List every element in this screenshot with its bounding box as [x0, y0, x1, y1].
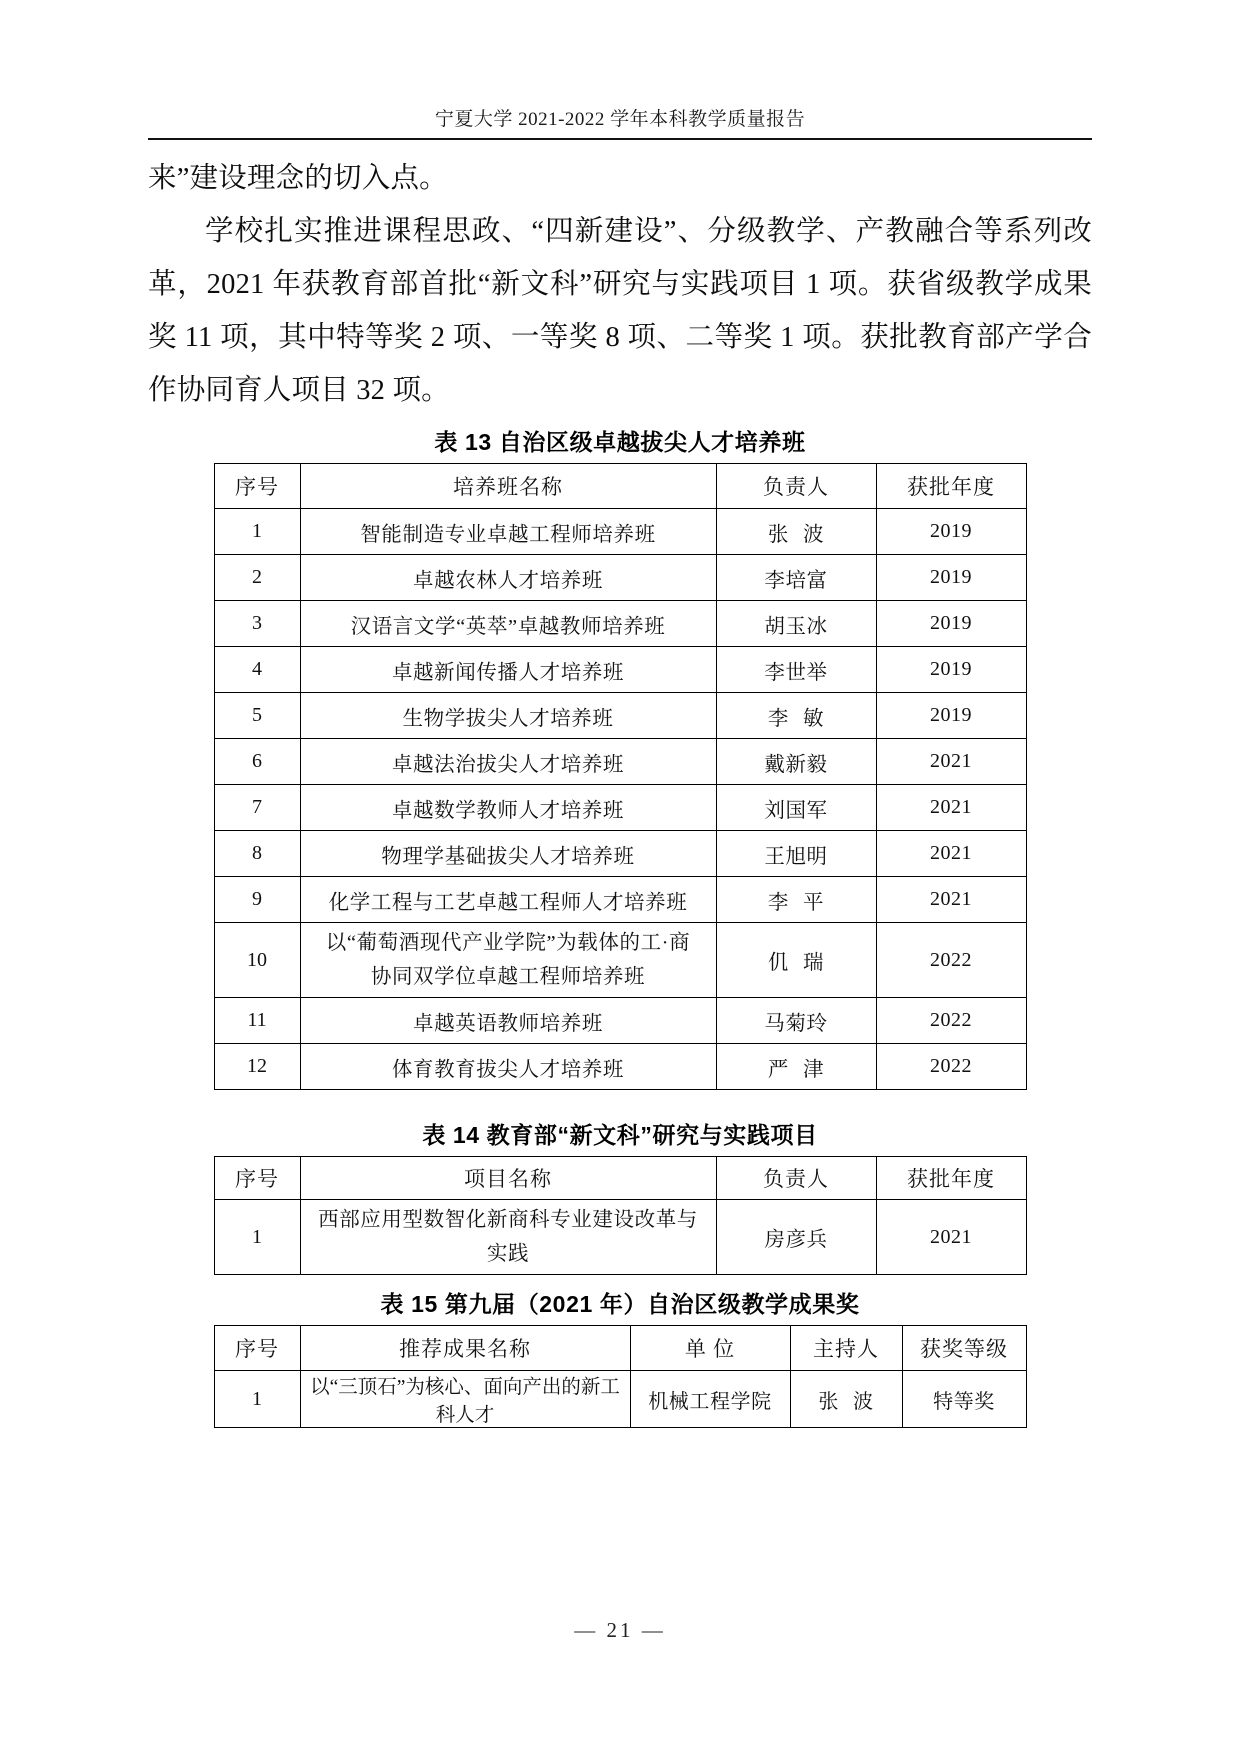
table-row: [214, 998, 1026, 1044]
table-15-col-unit: 单 位: [630, 1326, 790, 1371]
page-number: — 21 —: [574, 1618, 666, 1642]
table-13-cell-no: 4: [214, 647, 300, 693]
table-13-cell-name: 汉语言文学“英萃”卓越教师培养班: [300, 601, 716, 647]
table-13-cell-year: 2019: [876, 555, 1026, 601]
table-row: [214, 785, 1026, 831]
table-row: [214, 1200, 1026, 1275]
table-13-cell-name: 体育教育拔尖人才培养班: [300, 1044, 716, 1090]
table-13-cell-leader: 李世举: [716, 647, 876, 693]
table-13-cell-no: 11: [214, 998, 300, 1044]
table-15-cell-name: 以“三顶石”为核心、面向产出的新工科人才: [300, 1371, 630, 1428]
table-14-body: [214, 1200, 1026, 1275]
table-15-caption: 表 15 第九届（2021 年）自治区级教学成果奖: [380, 1291, 860, 1317]
running-header-title: 宁夏大学 2021-2022 学年本科教学质量报告: [434, 109, 806, 130]
table-13-cell-leader: 戴新毅: [716, 739, 876, 785]
table-13-cell-leader: 严 津: [716, 1044, 876, 1090]
table-14-col-name: 项目名称: [300, 1157, 716, 1200]
table-row: [214, 831, 1026, 877]
table-14-cell-leader: 房彦兵: [716, 1200, 876, 1275]
table-15-col-name: 推荐成果名称: [300, 1326, 630, 1371]
table-13-cell-year: 2019: [876, 647, 1026, 693]
table-row: [214, 647, 1026, 693]
table-14-header-row: [214, 1157, 1026, 1200]
paragraph-reform-summary: 学校扎实推进课程思政、“四新建设”、分级教学、产教融合等系列改革，2021 年获教育部首批“新文科”研究与实践项目 1 项。获省级教学成果奖 11 项，其中特等奖 2 项、一等奖 8 项、二等奖 1 项。获批教育部产学合作协同育人项目 32 项。: [148, 216, 1092, 406]
table-15-header-row: [214, 1326, 1026, 1371]
table-13-cell-name: 卓越数学教师人才培养班: [300, 785, 716, 831]
running-header: [148, 104, 1092, 140]
table-15-col-level: 获奖等级: [902, 1326, 1026, 1371]
table-13-cell-year: 2021: [876, 785, 1026, 831]
table-13-cell-no: 1: [214, 509, 300, 555]
table-13-cell-name: 生物学拔尖人才培养班: [300, 693, 716, 739]
table-row: [214, 555, 1026, 601]
table-13: [214, 463, 1027, 1090]
table-14-caption: 表 14 教育部“新文科”研究与实践项目: [422, 1122, 818, 1148]
table-13-header-row: [214, 464, 1026, 509]
table-13-cell-no: 10: [214, 923, 300, 998]
table-13-cell-year: 2021: [876, 831, 1026, 877]
table-13-cell-name: 卓越农林人才培养班: [300, 555, 716, 601]
table-13-cell-no: 7: [214, 785, 300, 831]
table-row: [214, 1044, 1026, 1090]
table-13-cell-year: 2019: [876, 693, 1026, 739]
table-15-section: [148, 1286, 1092, 1428]
table-row: [214, 1371, 1026, 1428]
table-13-cell-name: 卓越英语教师培养班: [300, 998, 716, 1044]
table-13-col-name: 培养班名称: [300, 464, 716, 509]
table-13-col-year: 获批年度: [876, 464, 1026, 509]
table-13-cell-name: 智能制造专业卓越工程师培养班: [300, 509, 716, 555]
table-row: [214, 739, 1026, 785]
table-13-cell-name: 以“葡萄酒现代产业学院”为载体的工·商 协同双学位卓越工程师培养班: [300, 923, 716, 998]
table-13-cell-no: 2: [214, 555, 300, 601]
table-row: [214, 923, 1026, 998]
table-13-cell-no: 12: [214, 1044, 300, 1090]
table-13-cell-no: 6: [214, 739, 300, 785]
table-row: [214, 877, 1026, 923]
table-13-cell-name: 卓越新闻传播人才培养班: [300, 647, 716, 693]
table-13-cell-leader: 张 波: [716, 509, 876, 555]
table-14-section: [148, 1117, 1092, 1275]
table-15-cell-level: 特等奖: [902, 1371, 1026, 1428]
table-13-cell-year: 2022: [876, 998, 1026, 1044]
table-15-cell-unit: 机械工程学院: [630, 1371, 790, 1428]
table-15-col-host: 主持人: [790, 1326, 902, 1371]
table-13-cell-leader: 马菊玲: [716, 998, 876, 1044]
table-13-cell-year: 2022: [876, 1044, 1026, 1090]
table-13-cell-year: 2019: [876, 601, 1026, 647]
table-15: [214, 1325, 1027, 1428]
table-row: [214, 601, 1026, 647]
table-14-col-no: 序号: [214, 1157, 300, 1200]
table-13-cell-no: 5: [214, 693, 300, 739]
table-13-section: [148, 424, 1092, 1090]
table-13-col-no: 序号: [214, 464, 300, 509]
table-13-cell-name: 卓越法治拔尖人才培养班: [300, 739, 716, 785]
table-13-cell-name: 化学工程与工艺卓越工程师人才培养班: [300, 877, 716, 923]
table-14-col-year: 获批年度: [876, 1157, 1026, 1200]
table-13-cell-year: 2022: [876, 923, 1026, 998]
table-13-cell-leader: 李培富: [716, 555, 876, 601]
table-row: [214, 693, 1026, 739]
paragraph-continuation: 来”建设理念的切入点。: [148, 163, 448, 194]
table-14-col-leader: 负责人: [716, 1157, 876, 1200]
table-14: [214, 1156, 1027, 1275]
table-15-cell-no: 1: [214, 1371, 300, 1428]
table-13-cell-no: 8: [214, 831, 300, 877]
table-15-col-no: 序号: [214, 1326, 300, 1371]
table-13-caption: 表 13 自治区级卓越拔尖人才培养班: [434, 429, 806, 455]
table-13-cell-name: 物理学基础拔尖人才培养班: [300, 831, 716, 877]
table-15-body: [214, 1371, 1026, 1428]
table-13-col-leader: 负责人: [716, 464, 876, 509]
table-15-cell-host: 张 波: [790, 1371, 902, 1428]
table-13-cell-year: 2021: [876, 877, 1026, 923]
table-14-cell-year: 2021: [876, 1200, 1026, 1275]
table-13-cell-leader: 李 平: [716, 877, 876, 923]
table-13-cell-leader: 刘国军: [716, 785, 876, 831]
body-text: [148, 152, 1092, 417]
table-13-cell-no: 3: [214, 601, 300, 647]
table-13-cell-leader: 王旭明: [716, 831, 876, 877]
table-13-cell-year: 2019: [876, 509, 1026, 555]
table-14-cell-no: 1: [214, 1200, 300, 1275]
table-row: [214, 509, 1026, 555]
table-13-cell-leader: 胡玉冰: [716, 601, 876, 647]
table-13-cell-year: 2021: [876, 739, 1026, 785]
table-13-cell-leader: 李 敏: [716, 693, 876, 739]
table-13-body: [214, 509, 1026, 1090]
table-13-cell-no: 9: [214, 877, 300, 923]
table-14-cell-name: 西部应用型数智化新商科专业建设改革与 实践: [300, 1200, 716, 1275]
table-13-cell-leader: 仉 瑞: [716, 923, 876, 998]
header-divider: [148, 138, 1092, 140]
